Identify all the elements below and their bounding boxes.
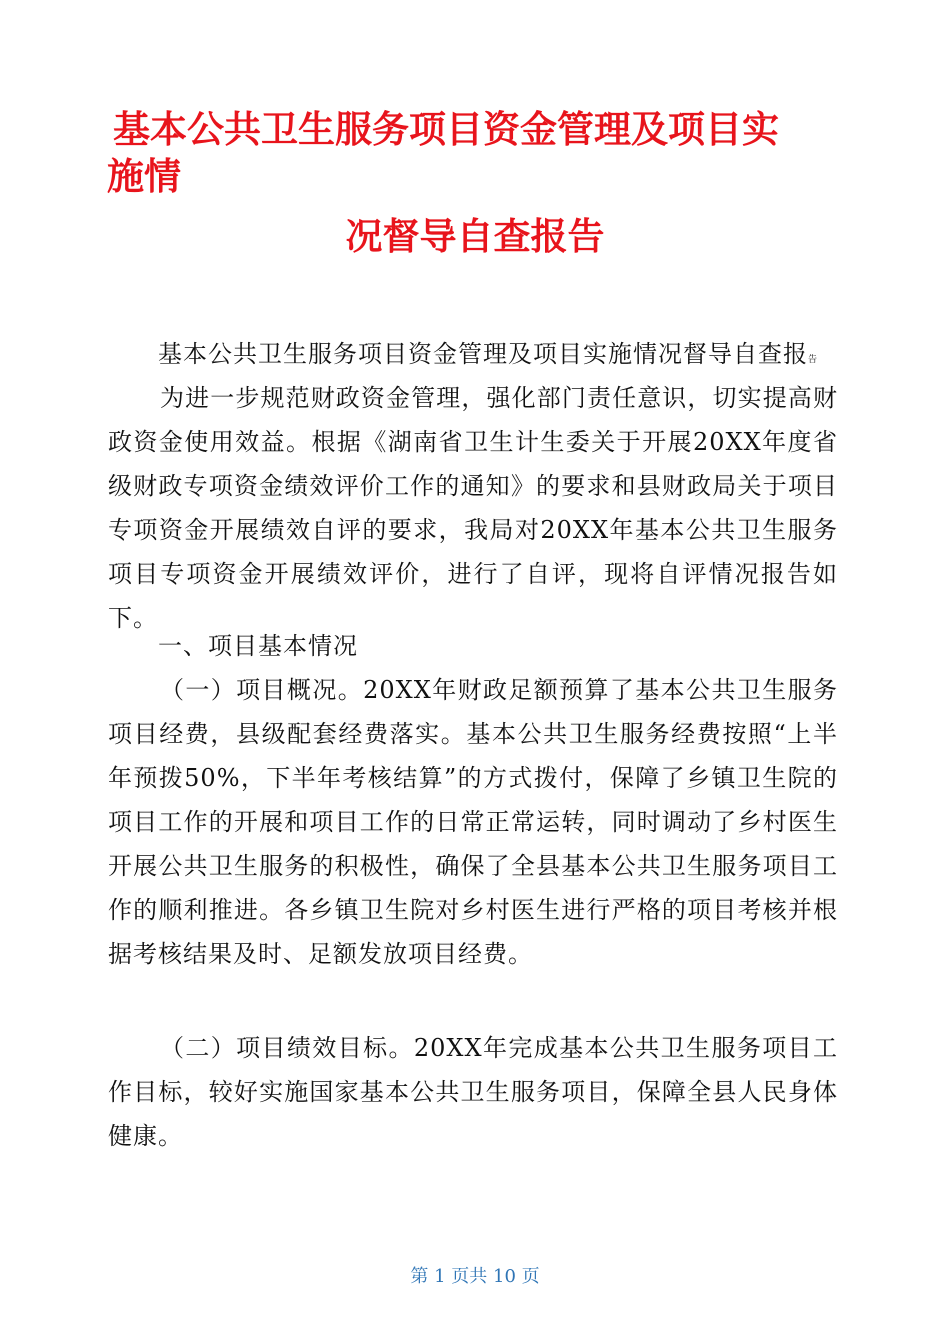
lead-tail-text: 告 <box>808 355 818 365</box>
document-title-line-1: 基本公共卫生服务项目资金管理及项目实 <box>113 108 779 151</box>
paragraph-project-overview: （一）项目概况。20XX年财政足额预算了基本公共卫生服务项目经费，县级配套经费落实。基本公共卫生服务经费按照“上半年预拨50%，下半年考核结算”的方式拨付，保障了乡镇卫生院的项目工作的开展和项目工作的日常正常运转，同时调动了乡村医生开展公共卫生服务的积极性，确保了全县基本公共卫生服务项目工作的顺利推进。各乡镇卫生院对乡村医生进行严格的项目考核并根据考核结果及时、足额发放项目经费。 <box>108 676 838 968</box>
lead-main-text: 基本公共卫生服务项目资金管理及项目实施情况督导自查报 <box>158 340 808 368</box>
document-title-line-3: 况督导自查报告 <box>345 215 605 258</box>
document-title-line-2: 施情 <box>107 155 181 198</box>
paragraph-performance-goals: （二）项目绩效目标。20XX年完成基本公共卫生服务项目工作目标，较好实施国家基本公共卫生服务项目，保障全县人民身体健康。 <box>108 1034 838 1150</box>
section-heading-1: 一、项目基本情况 <box>158 632 358 660</box>
lead-line <box>158 332 817 382</box>
page-number-footer: 第 1 页共 10 页 <box>410 1266 540 1287</box>
paragraph-intro: 为进一步规范财政资金管理，强化部门责任意识，切实提高财政资金使用效益。根据《湖南省卫生计生委关于开展20XX年度省级财政专项资金绩效评价工作的通知》的要求和县财政局关于项目专项资金开展绩效自评的要求，我局对20XX年基本公共卫生服务项目专项资金开展绩效评价，进行了自评，现将自评情况报告如下。 <box>108 384 838 632</box>
